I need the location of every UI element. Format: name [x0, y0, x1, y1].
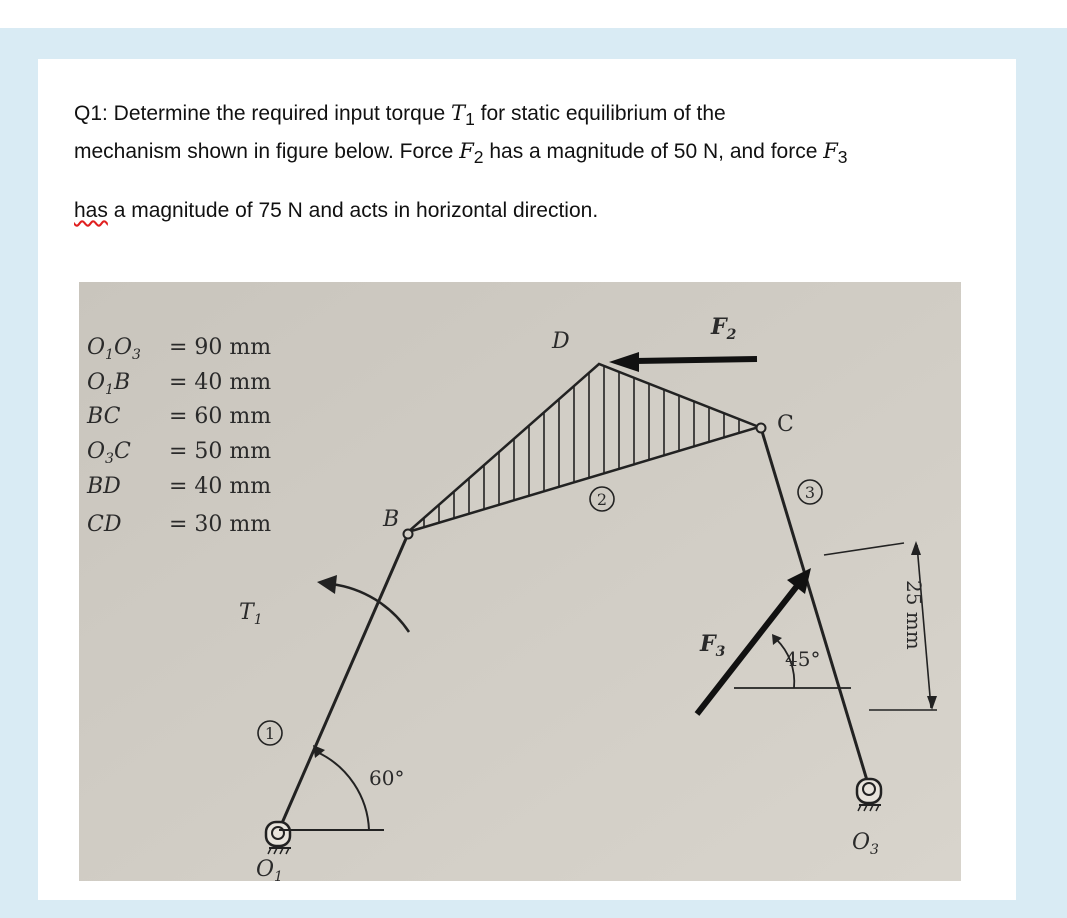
question-text: for static equilibrium of the: [474, 102, 726, 125]
label-link-2: 2: [596, 490, 608, 509]
label-link-1: 1: [264, 724, 276, 743]
question-text: Q1: Determine the required input torque: [74, 102, 452, 125]
label-o1: $O_1$: [256, 857, 283, 881]
dim-value-bd: = 40 mm: [169, 474, 272, 499]
label-d: D: [552, 329, 570, 354]
force-f2-arrow: [634, 359, 757, 361]
dim-label-o3c: $O_3C$: [87, 439, 131, 467]
label-t1: $T_1$: [239, 600, 263, 628]
dim-label-cd: CD: [87, 512, 122, 537]
joint-c: [757, 424, 766, 433]
spellcheck-word: has: [74, 199, 108, 222]
label-o3: $O_3$: [852, 830, 879, 858]
dim-label-bd: BD: [87, 474, 121, 499]
dim-label-bc: BC: [87, 404, 121, 429]
question-text: mechanism shown in figure below. Force: [74, 140, 460, 163]
question-line-2: [74, 138, 848, 170]
torque-subscript: 1: [465, 109, 475, 130]
dim-value-bc: = 60 mm: [169, 404, 272, 429]
torque-symbol: T: [451, 101, 466, 125]
label-b: B: [383, 507, 400, 532]
label-angle-45: 45°: [785, 647, 821, 671]
dim-value-o1o3: = 90 mm: [169, 335, 272, 360]
mechanism-diagram: [79, 282, 961, 881]
dim-value-o1b: = 40 mm: [169, 370, 272, 395]
force-f2-symbol: F: [459, 139, 474, 163]
label-c: C: [777, 412, 794, 437]
label-f3: $F_3$: [700, 631, 726, 660]
joint-b: [404, 530, 413, 539]
label-angle-60: 60°: [369, 766, 405, 790]
dim-value-cd: = 30 mm: [169, 512, 272, 537]
force-f3-symbol: F: [823, 139, 838, 163]
question-text: a magnitude of 75 N and acts in horizontal direction.: [107, 199, 599, 222]
label-f2: $F_2$: [711, 314, 737, 343]
dim-label-o1b: $O_1B$: [87, 370, 131, 398]
question-line-1: [74, 100, 726, 132]
page-background: [0, 28, 1067, 918]
mechanism-figure: [79, 282, 961, 881]
label-link-3: 3: [804, 483, 816, 502]
question-card: [38, 59, 1016, 900]
question-text: has a magnitude of 50 N, and force: [483, 140, 824, 163]
dim-label-o1o3: $O_1O_3$: [87, 335, 141, 363]
question-line-3: [74, 198, 598, 224]
force-f2-subscript: 2: [473, 147, 484, 168]
label-25mm: 25 mm: [902, 580, 926, 650]
force-f3-subscript: 3: [837, 147, 848, 168]
dim-value-o3c: = 50 mm: [169, 439, 272, 464]
